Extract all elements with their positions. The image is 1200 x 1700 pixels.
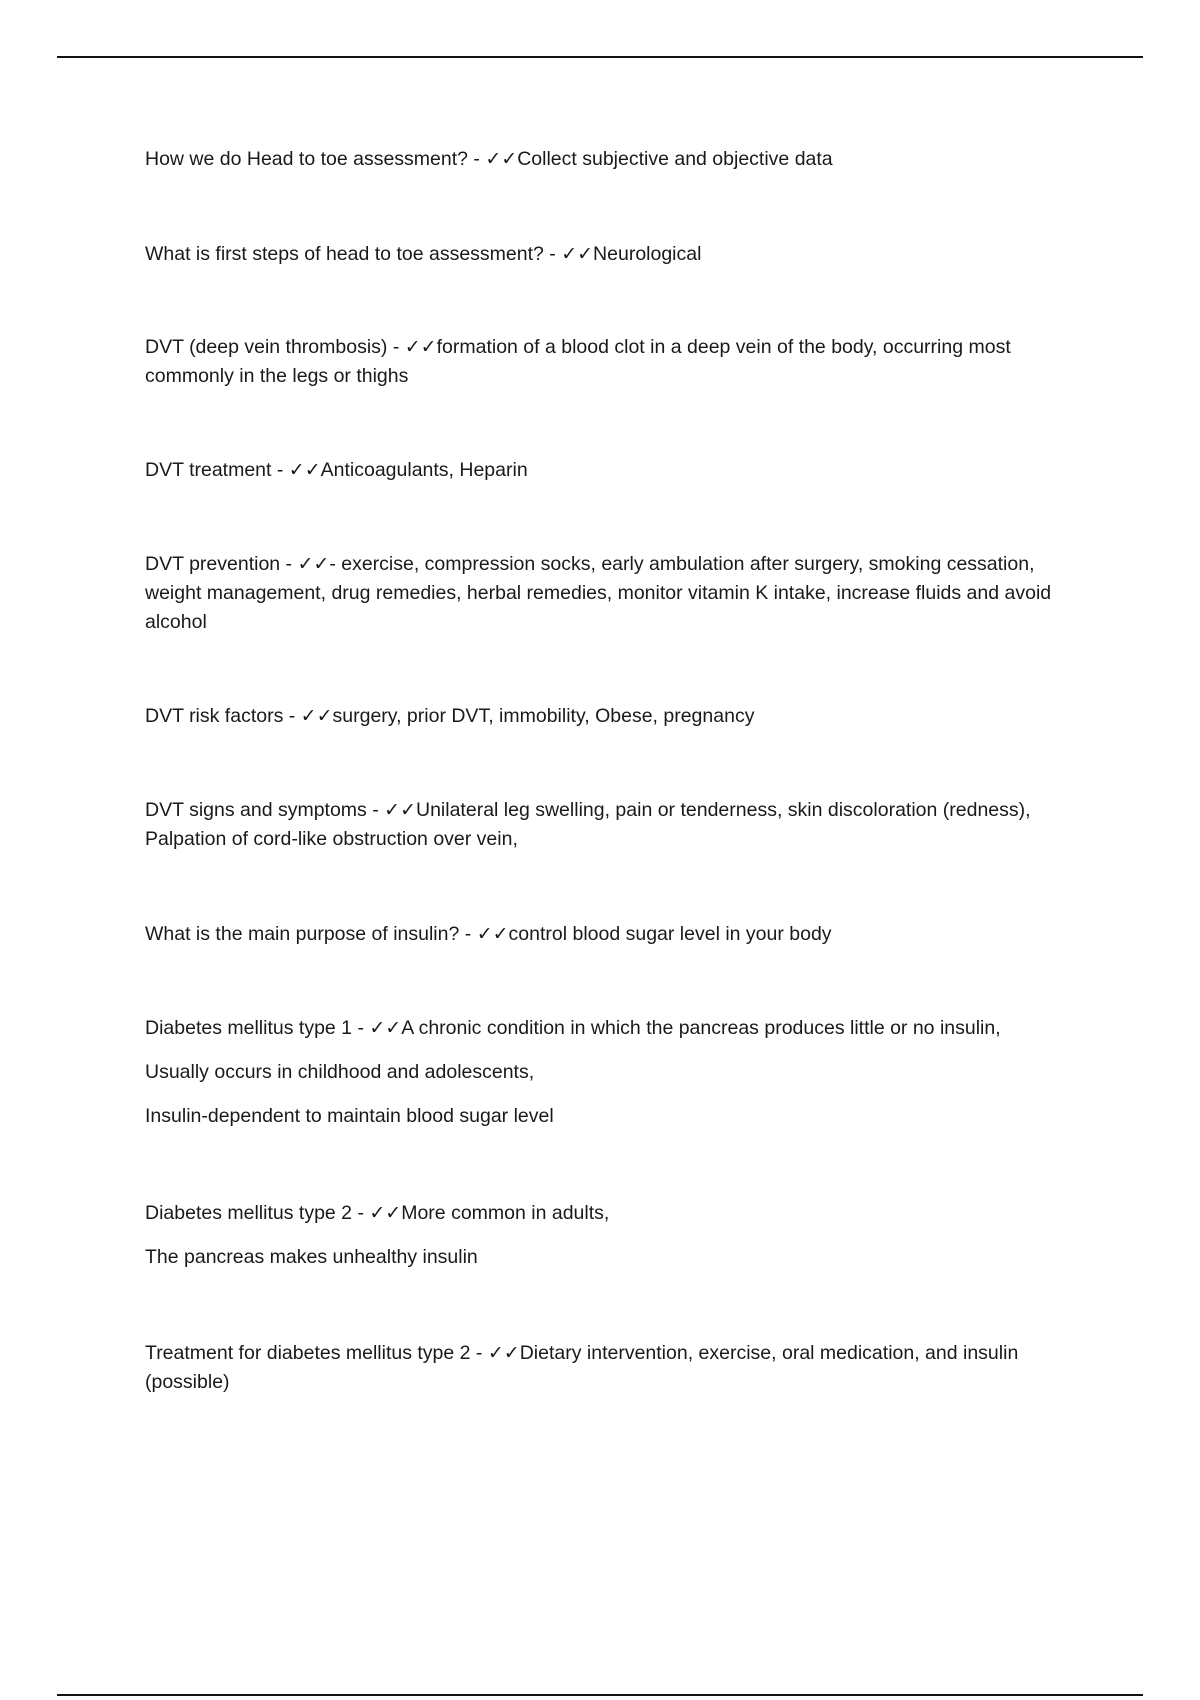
qa-line (145, 702, 1080, 731)
answer-text: - exercise, compression socks, early ambulation after surgery, smoking cessation, weight management, drug remedies, herbal remedies, monitor vitamin K intake, increase fluids and avoid alcohol (145, 553, 1052, 633)
answer-text: formation of a blood clot in a deep vein of the body, occurring most commonly in the legs or thighs (145, 336, 1011, 387)
check-mark-icon: ✓✓ (369, 1202, 402, 1224)
question-text: DVT (deep vein thrombosis) (145, 336, 388, 358)
qa-line (145, 1339, 1080, 1397)
separator: - (352, 1017, 370, 1039)
question-text: Diabetes mellitus type 1 (145, 1017, 353, 1039)
qa-line (145, 240, 1080, 269)
qa-line (145, 920, 1080, 949)
qa-line (145, 456, 1080, 485)
check-mark-icon: ✓✓ (384, 799, 416, 821)
separator: - (352, 1202, 370, 1224)
check-mark-icon: ✓✓ (561, 243, 594, 265)
qa-item-diabetes-type-1 (145, 1014, 1080, 1131)
separator: - (470, 1342, 488, 1364)
qa-item-diabetes-type-2 (145, 1199, 1080, 1272)
check-mark-icon: ✓✓ (487, 1342, 520, 1364)
separator: - (271, 459, 289, 481)
qa-item-dvt-definition (145, 333, 1080, 391)
qa-line (145, 1014, 1080, 1043)
answer-text: control blood sugar level in your body (508, 923, 832, 945)
check-mark-icon: ✓✓ (404, 336, 437, 358)
separator: - (387, 336, 405, 358)
separator: - (459, 923, 477, 945)
separator: - (543, 243, 562, 265)
question-text: DVT treatment (145, 459, 272, 481)
answer-extra-line: Usually occurs in childhood and adolescents, (145, 1061, 535, 1083)
answer-extra-line: Insulin-dependent to maintain blood sugar level (145, 1105, 554, 1127)
check-mark-icon: ✓✓ (288, 459, 321, 481)
qa-item-diabetes-type-2-treatment (145, 1339, 1080, 1397)
answer-text: A chronic condition in which the pancreas produces little or no insulin, (401, 1017, 1001, 1039)
question-text: DVT risk factors (145, 705, 284, 727)
qa-line (145, 1199, 1080, 1228)
check-mark-icon: ✓✓ (476, 923, 509, 945)
question-text: Treatment for diabetes mellitus type 2 (145, 1342, 471, 1364)
check-mark-icon: ✓✓ (369, 1017, 402, 1039)
check-mark-icon: ✓✓ (297, 553, 330, 575)
qa-item-dvt-signs (145, 796, 1080, 854)
question-text: DVT prevention (145, 553, 281, 575)
separator: - (280, 553, 298, 575)
separator: - (283, 705, 301, 727)
qa-line (145, 550, 1080, 637)
qa-item-dvt-risk-factors (145, 702, 1080, 731)
answer-text: Anticoagulants, Heparin (320, 459, 528, 481)
answer-text: Collect subjective and objective data (517, 148, 833, 170)
answer-text: Neurological (593, 243, 702, 265)
question-text: How we do Head to toe assessment? (145, 148, 469, 170)
qa-line (145, 796, 1080, 854)
answer-text: surgery, prior DVT, immobility, Obese, pregnancy (332, 705, 755, 727)
check-mark-icon: ✓✓ (300, 705, 333, 727)
qa-line (145, 145, 1080, 174)
qa-item-dvt-treatment (145, 456, 1080, 485)
answer-extra-line: The pancreas makes unhealthy insulin (145, 1246, 478, 1268)
header-rule (57, 56, 1143, 58)
question-text: What is the main purpose of insulin? (145, 923, 460, 945)
answer-text: Unilateral leg swelling, pain or tenderness, skin discoloration (redness), Palpation of cord-like obstruction over vein, (145, 799, 1031, 850)
qa-line (145, 333, 1080, 391)
question-text: Diabetes mellitus type 2 (145, 1202, 353, 1224)
separator: - (468, 148, 486, 170)
qa-item-first-steps (145, 240, 1080, 269)
footer-rule (57, 1694, 1143, 1696)
check-mark-icon: ✓✓ (485, 148, 518, 170)
qa-item-dvt-prevention (145, 550, 1080, 637)
question-text: What is first steps of head to toe assessment? (145, 243, 544, 265)
separator: - (366, 799, 385, 821)
qa-item-head-to-toe (145, 145, 1080, 174)
answer-text: Dietary intervention, exercise, oral medication, and insulin (possible) (145, 1342, 1019, 1393)
answer-text: More common in adults, (401, 1202, 610, 1224)
qa-item-insulin-purpose (145, 920, 1080, 949)
question-text: DVT signs and symptoms (145, 799, 367, 821)
